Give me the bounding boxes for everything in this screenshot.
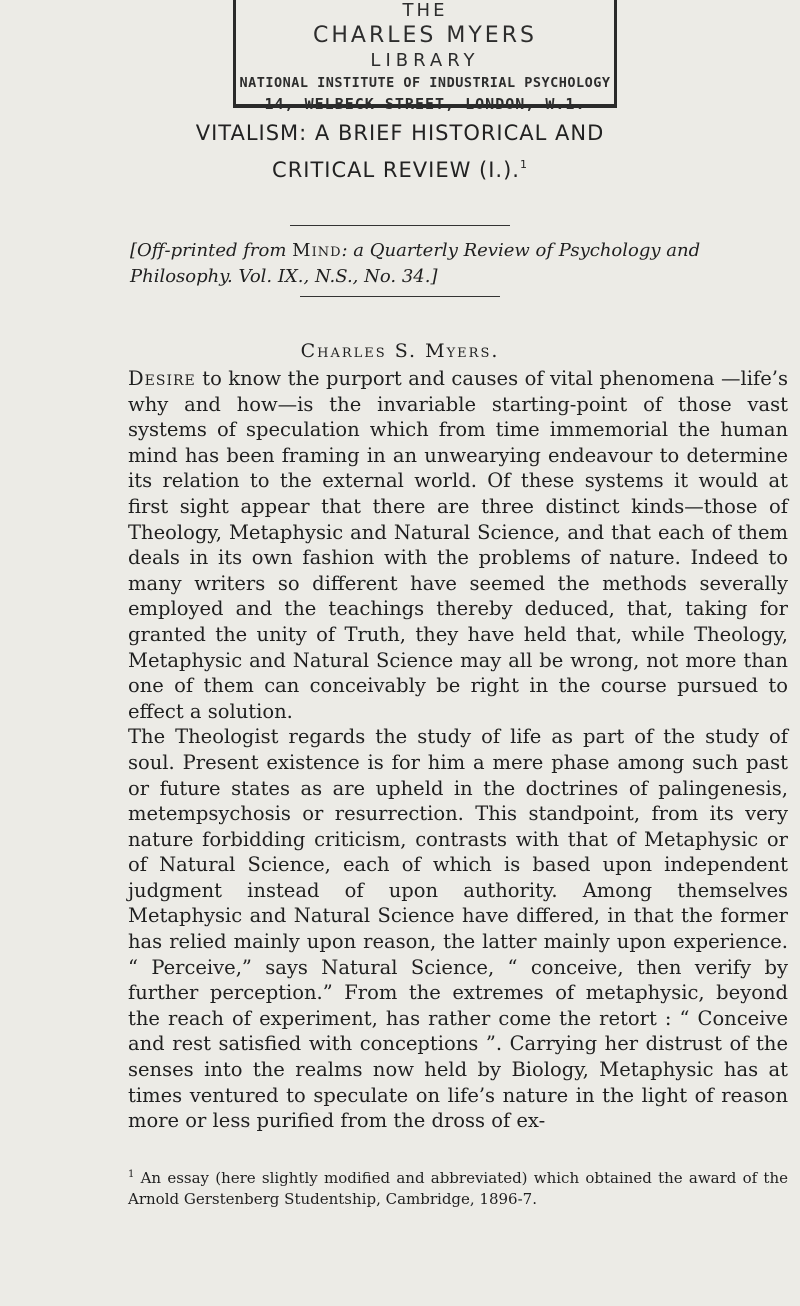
divider-bottom [300,296,500,297]
article-title [40,117,760,186]
footnote-text: An essay (here slightly modified and abbreviated) which obtained the award of the Arnold Gerstenberg Studentship, Cambridge, 1896-7. [128,1169,788,1208]
article-body [128,366,788,1134]
footnote [128,1164,788,1210]
title-footnote-marker: 1 [519,158,528,171]
author-name: Charles S. Myers. [300,340,500,362]
paragraph-1-lead: Desire [128,367,196,390]
stamp-line-4: NATIONAL INSTITUTE OF INDUSTRIAL PSYCHOLOGY [239,75,611,91]
offprint-prefix: [Off-printed from [130,240,287,261]
offprint-journal: Mind [292,240,342,261]
paragraph-1-text: to know the purport and causes of vital phenomena —life’s why and how—is the invariable starting-point of those vast systems of speculation which from time immemorial the human mind has been framing in an unwearying endeavour to determine its relation to the external world. Of these systems it would at first sight appear that there are three distinct kinds—those of Theology, Metaphysic and Natural Science, and that each of them deals in its own fashion with the problems of nature. Indeed to many writers so different have seemed the methods severally employed and the teachings thereby deduced, that, taking for granted the unity of Truth, they have held that, while Theology, Metaphysic and Natural Science may all be wrong, not more than one of them can conceivably be right in the course pursued to effect a solution. [128,367,788,723]
paragraph-2: The Theologist regards the study of life as part of the study of soul. Present existence is for him a mere phase among such past or future states as are upheld in the doctrines of palingenesis, metempsychosis or resurrection. This standpoint, from its very nature forbidding criticism, contrasts with that of Metaphysic or of Natural Science, each of which is based upon independent judgment instead of upon authority. Among themselves Metaphysic and Natural Science have differed, in that the former has relied mainly upon reason, the latter mainly upon experience. “ Perceive,” says Natural Science, “ conceive, then verify by further perception.” From the extremes of metaphysic, beyond the reach of experiment, has rather come the retort : “ Conceive and rest satisfied with conceptions ”. Carrying her distrust of the senses into the realms now held by Biology, Metaphysic has at times ventured to speculate on life’s nature in the light of reason more or less purified from the dross of ex- [128,725,788,1133]
paragraph-1 [128,366,788,724]
stamp-line-1: THE [402,0,448,21]
stamp-line-5: 14, WELBECK STREET, LONDON, W.1. [264,95,586,113]
title-line-2: CRITICAL REVIEW (I.). [272,158,520,182]
footnote-marker: 1 [128,1169,135,1180]
stamp-line-2: CHARLES MYERS [313,23,537,48]
library-stamp [233,0,617,113]
offprint-suffix: : a Quarterly Review of Psychology and Philosophy. Vol. IX., N.S., No. 34.] [130,240,701,287]
divider-top [290,225,510,226]
title-line-1: VITALISM: A BRIEF HISTORICAL AND [195,121,605,145]
stamp-line-3: LIBRARY [370,50,480,71]
offprint-note [130,238,770,290]
